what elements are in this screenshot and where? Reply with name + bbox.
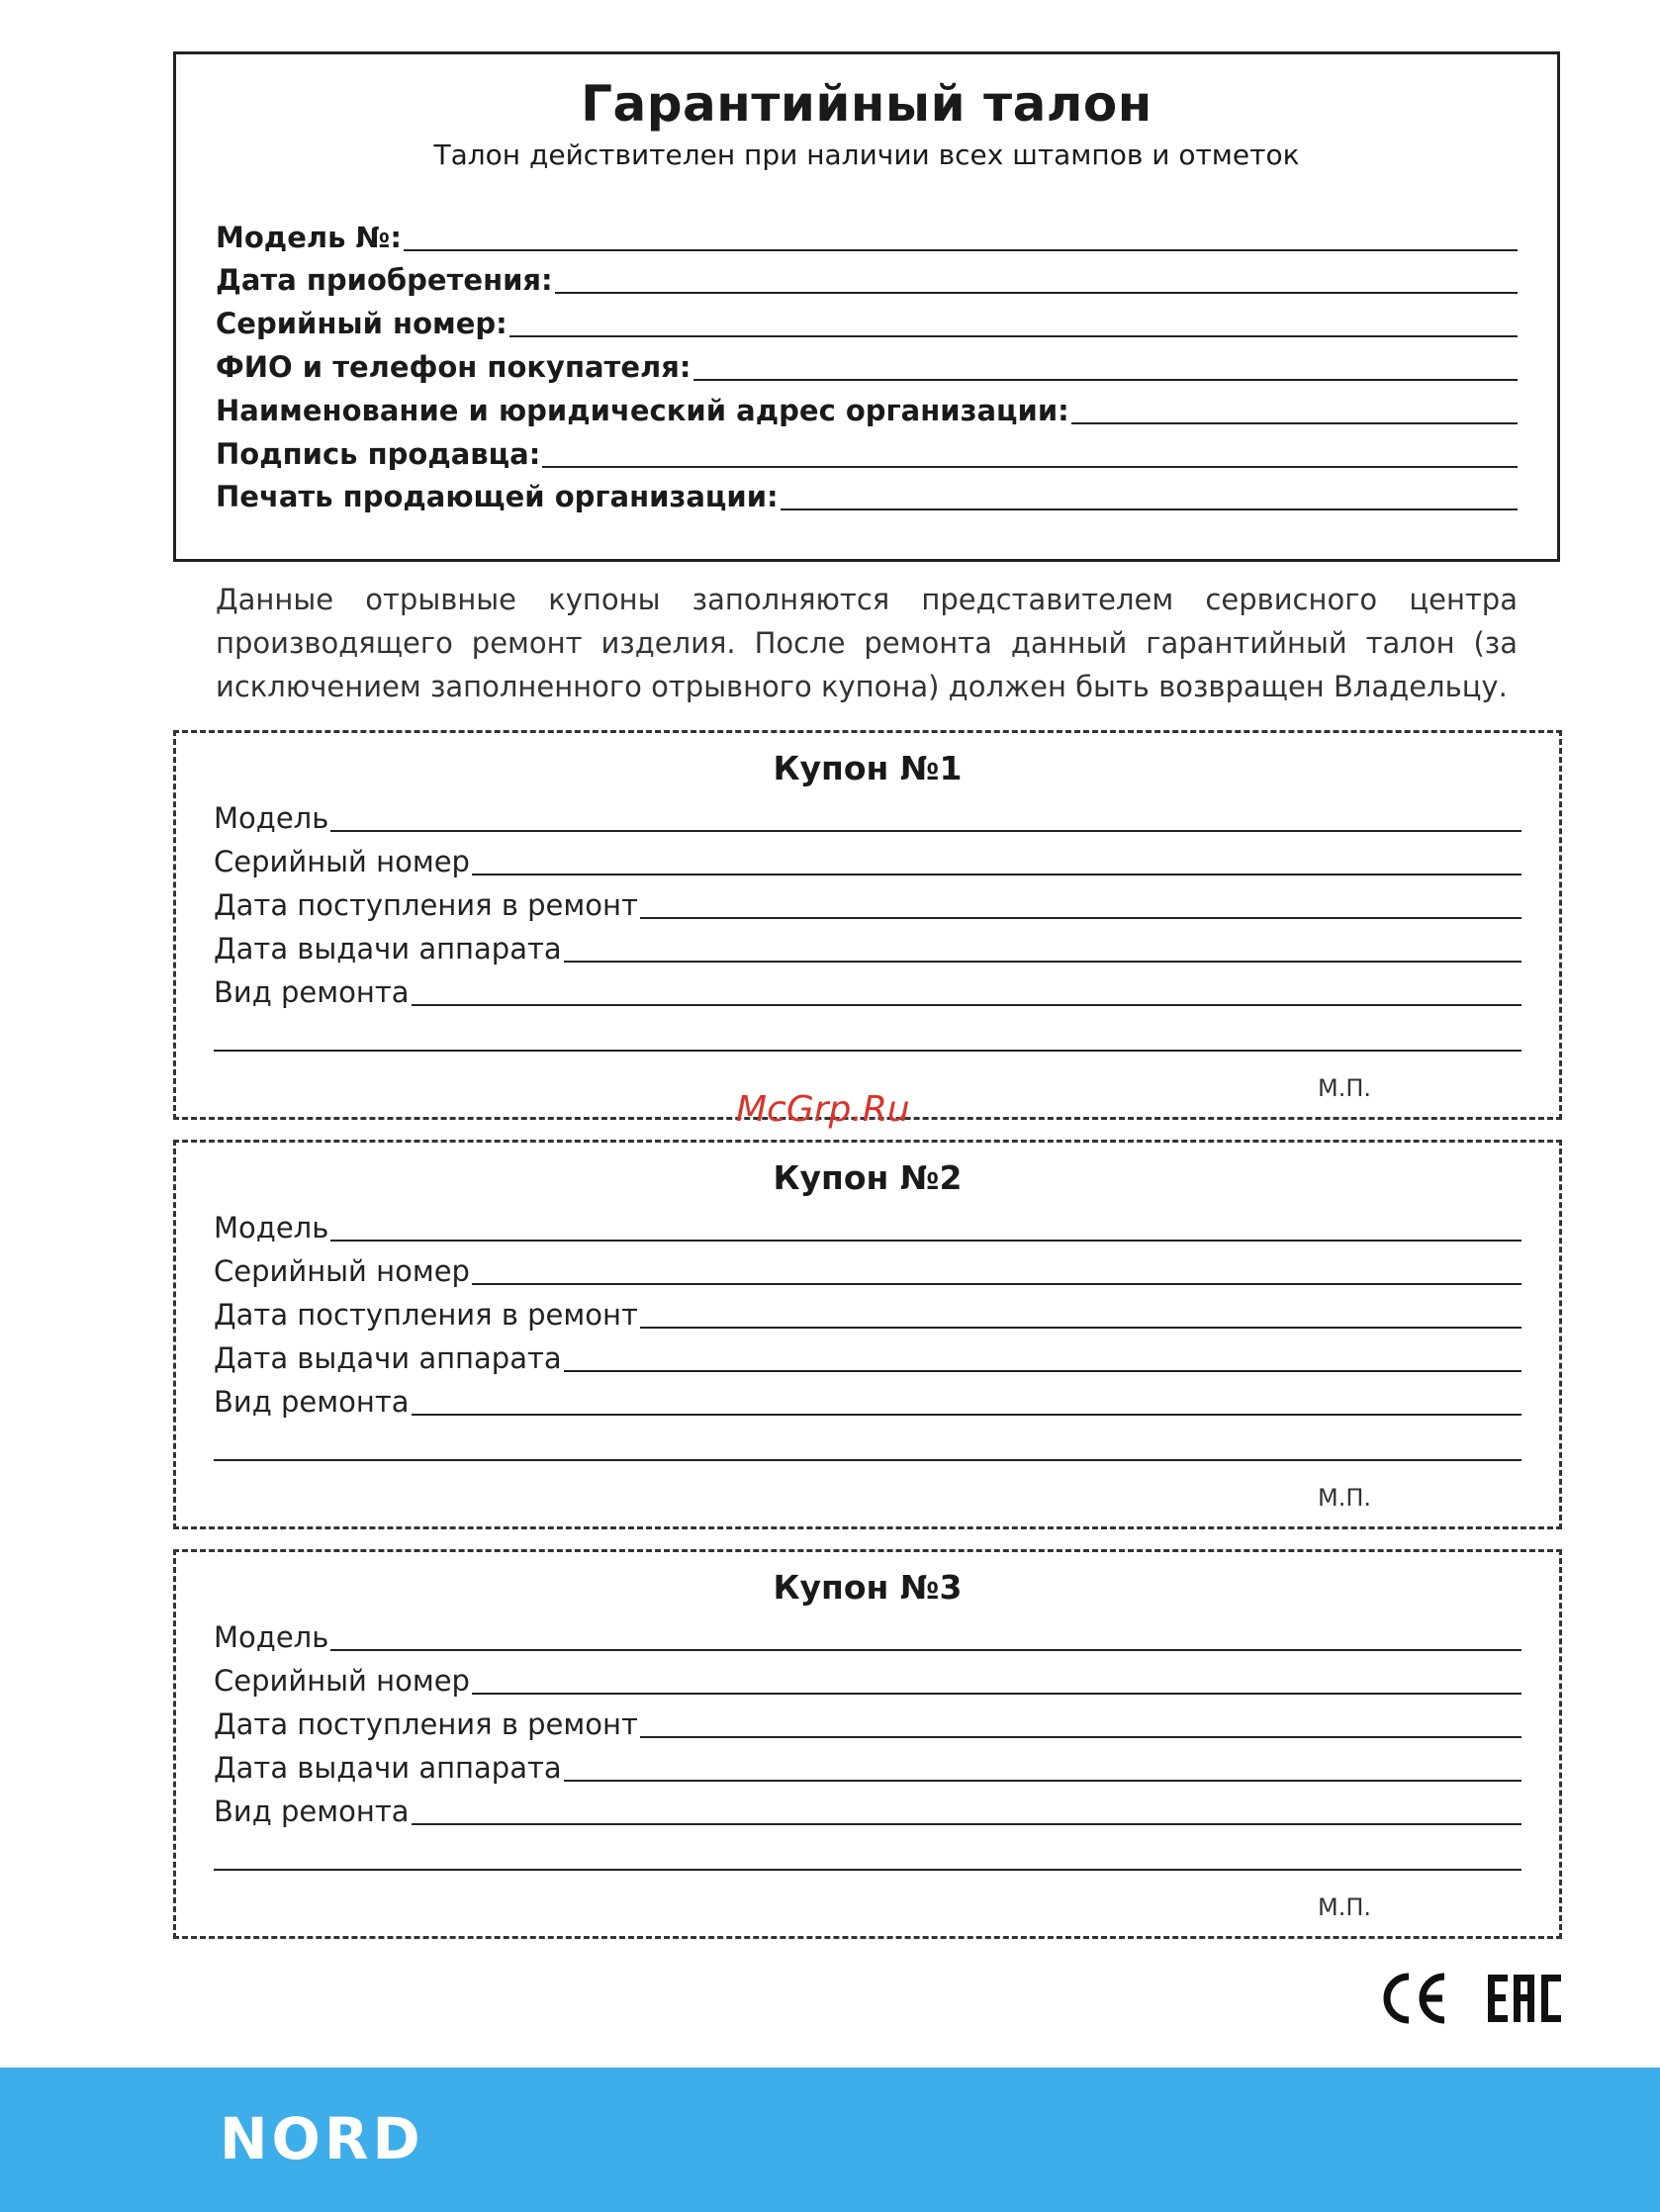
- nord-logo: NORD: [220, 2105, 424, 2172]
- field-label: Наименование и юридический адрес организации:: [216, 394, 1069, 427]
- field-seller-stamp[interactable]: [216, 475, 1518, 514]
- coupon-field-repair-type[interactable]: [214, 1380, 1522, 1420]
- fill-line: [412, 1004, 1522, 1006]
- coupon-field-model[interactable]: [214, 1615, 1522, 1655]
- coupon-field-serial[interactable]: [214, 1659, 1522, 1699]
- fill-line: [693, 379, 1519, 381]
- fill-line: [412, 1414, 1522, 1416]
- ce-mark-icon: [1387, 1977, 1444, 2020]
- certification-marks: [1379, 1969, 1567, 2028]
- coupon-field-repair-in-date[interactable]: [214, 1703, 1522, 1742]
- field-label: Модель: [214, 1211, 329, 1244]
- stamp-placeholder: М.П.: [1317, 1484, 1371, 1512]
- field-label: Дата поступления в ремонт: [214, 1298, 638, 1332]
- fill-line: [472, 874, 1522, 876]
- warranty-subtitle: Талон действителен при наличии всех штампов и отметок: [433, 138, 1300, 171]
- coupon-extra-line: [214, 1459, 1522, 1461]
- field-label: Модель №:: [216, 221, 403, 254]
- field-label: Серийный номер: [214, 1254, 470, 1288]
- field-label: Вид ремонта: [214, 1385, 410, 1419]
- fill-line: [330, 1649, 1522, 1651]
- coupon-field-model[interactable]: [214, 796, 1522, 836]
- field-label: Дата поступления в ремонт: [214, 1707, 638, 1741]
- fill-line: [781, 508, 1518, 510]
- fill-line: [472, 1283, 1522, 1285]
- field-label: Серийный номер: [214, 845, 470, 878]
- field-label: Дата выдачи аппарата: [214, 1341, 562, 1375]
- fill-line: [555, 292, 1518, 294]
- fill-line: [472, 1693, 1522, 1695]
- field-label: Серийный номер: [214, 1664, 470, 1698]
- field-label: ФИО и телефон покупателя:: [216, 350, 692, 384]
- field-model-number[interactable]: [216, 216, 1518, 255]
- field-label: Подпись продавца:: [216, 437, 541, 471]
- coupon-extra-line: [214, 1050, 1522, 1052]
- fill-line: [330, 1240, 1522, 1242]
- fill-line: [564, 961, 1522, 963]
- note-line-3: исключением заполненного отрывного купона) должен быть возвращен Владельцу.: [216, 670, 1508, 703]
- coupon-field-serial[interactable]: [214, 1249, 1522, 1289]
- coupon-field-issue-date[interactable]: [214, 927, 1522, 967]
- coupon-field-repair-type[interactable]: [214, 970, 1522, 1010]
- field-organization-address[interactable]: [216, 389, 1518, 428]
- coupon-title: Купон №3: [773, 1568, 963, 1607]
- coupon-title: Купон №2: [773, 1158, 963, 1197]
- field-label: Вид ремонта: [214, 1795, 410, 1828]
- field-seller-signature[interactable]: [216, 432, 1518, 472]
- field-label: Модель: [214, 1620, 329, 1654]
- fill-line: [1071, 422, 1518, 424]
- fill-line: [412, 1823, 1522, 1825]
- coupon-field-repair-in-date[interactable]: [214, 883, 1522, 923]
- field-label: Дата выдачи аппарата: [214, 932, 562, 966]
- fill-line: [564, 1370, 1522, 1372]
- coupon-title: Купон №1: [773, 749, 963, 787]
- coupon-2: [173, 1140, 1562, 1529]
- coupon-field-repair-type[interactable]: [214, 1790, 1522, 1829]
- fill-line: [564, 1780, 1522, 1782]
- stamp-placeholder: М.П.: [1317, 1893, 1371, 1921]
- fill-line: [640, 1327, 1522, 1329]
- field-serial-number[interactable]: [216, 302, 1518, 341]
- field-buyer-name-phone[interactable]: [216, 345, 1518, 385]
- fill-line: [509, 335, 1518, 337]
- coupon-instructions: [216, 578, 1518, 708]
- stamp-placeholder: М.П.: [1317, 1074, 1371, 1102]
- field-label: Дата поступления в ремонт: [214, 888, 638, 922]
- field-label: Дата выдачи аппарата: [214, 1751, 562, 1785]
- coupon-field-repair-in-date[interactable]: [214, 1293, 1522, 1333]
- warranty-title: Гарантийный талон: [581, 75, 1153, 133]
- fill-line: [640, 1736, 1522, 1738]
- coupon-1: [173, 730, 1562, 1120]
- fill-line: [404, 249, 1518, 251]
- coupon-field-model[interactable]: [214, 1206, 1522, 1245]
- field-label: Вид ремонта: [214, 975, 410, 1009]
- watermark: McGrp.Ru: [736, 1089, 910, 1130]
- field-label: Дата приобретения:: [216, 263, 553, 297]
- field-label: Печать продающей организации:: [216, 480, 779, 513]
- fill-line: [640, 917, 1522, 919]
- field-label: Серийный номер:: [216, 307, 507, 340]
- coupon-field-issue-date[interactable]: [214, 1746, 1522, 1786]
- coupon-field-serial[interactable]: [214, 840, 1522, 879]
- eac-mark-icon: [1488, 1975, 1561, 2022]
- note-line-1: Данные отрывные купоны заполняются представителем сервисного центра: [216, 583, 1518, 616]
- coupon-3: [173, 1549, 1562, 1939]
- fill-line: [330, 830, 1522, 832]
- fill-line: [542, 466, 1518, 468]
- coupon-field-issue-date[interactable]: [214, 1336, 1522, 1376]
- coupon-extra-line: [214, 1869, 1522, 1871]
- field-purchase-date[interactable]: [216, 258, 1518, 298]
- field-label: Модель: [214, 801, 329, 835]
- warranty-card: [173, 51, 1560, 562]
- note-line-2: производящего ремонт изделия. После ремонта данный гарантийный талон (за: [216, 626, 1518, 660]
- footer-bar: [0, 2068, 1660, 2212]
